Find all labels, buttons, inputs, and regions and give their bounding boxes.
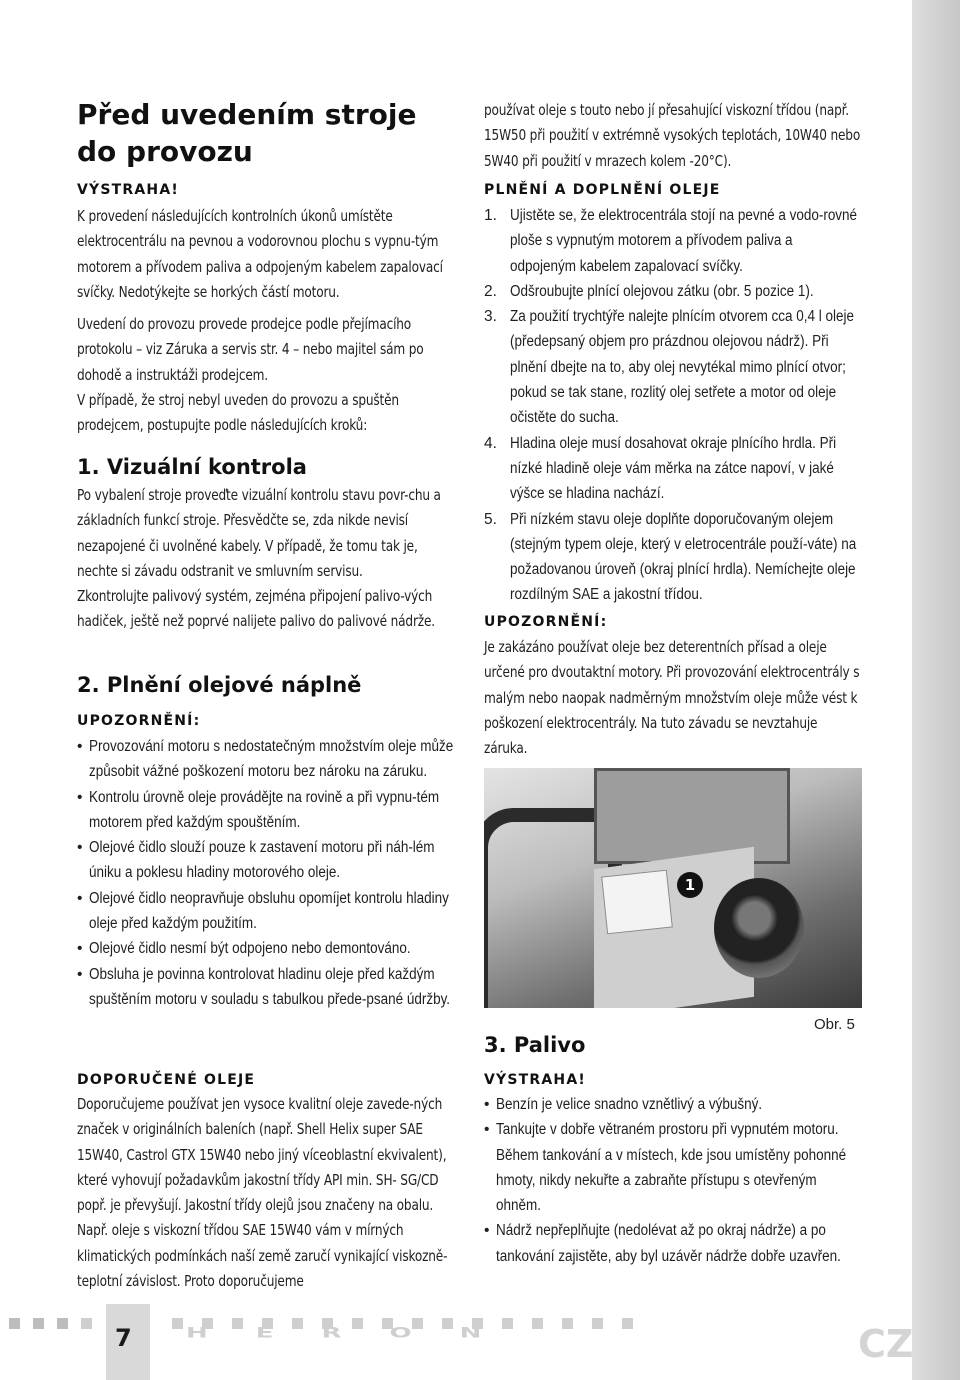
section-2-notice-heading: UPOZORNĚNÍ:	[77, 713, 201, 729]
section-2-title: 2. Plnění olejové náplně	[77, 673, 362, 697]
list-item: • Olejové čidlo slouží pouze k zastavení motoru při náh-lém úniku a poklesu hladiny motorového oleje.	[77, 839, 435, 882]
list-item: 4. Hladina oleje musí dosahovat okraje plnícího hrdla. Při nízké hladině oleje vám měrka na zátce napoví, v jaké výšce se hladina nachází.	[484, 434, 837, 503]
section-1-paragraph-1: Po vybalení stroje proveďte vizuální kontrolu stavu povr-chu a základních funkcí stroje. Přesvědčte se, zda nikde nevisí nezapojené či uvolněné kabely. V případě, že tomu tak je, nechte si závadu odstranit ve smluvním servisu.	[77, 486, 441, 580]
figure-caption: Obr. 5	[814, 1016, 855, 1033]
list-item: • Olejové čidlo neopravňuje obsluhu opomíjet kontrolu hladiny oleje před každým použitím.	[77, 889, 449, 933]
notice-heading: UPOZORNĚNÍ:	[484, 614, 608, 630]
section-3-bullet-list	[484, 1092, 860, 1269]
list-item: 5. Při nízkém stavu oleje doplňte doporučovaným olejem (stejným typem oleje, který v eletrocentrále použí-váte) na požadovanou úroveň (okraj plnící hrdla). Nemíchejte oleje rozdílným SAE a jakostní třídou.	[484, 510, 857, 604]
language-code: CZ	[858, 1322, 914, 1366]
section-2-bullet-list	[77, 734, 457, 1012]
section-1-paragraph-2: Zkontrolujte palivový systém, zejména připojení palivo-vých hadiček, ještě než poprvé nalijete palivo do palivové nádrže.	[77, 587, 435, 631]
list-item: 2. Odšroubujte plnící olejovou zátku (obr. 5 pozice 1).	[484, 282, 814, 300]
page-number: 7	[115, 1324, 132, 1352]
control-panel	[594, 768, 790, 864]
list-item: • Benzín je velice snadno vznětlivý a výbušný.	[484, 1096, 763, 1113]
warning-heading: VÝSTRAHA!	[77, 182, 179, 198]
list-item: • Obsluha je povinna kontrolovat hladinu oleje před každým spuštěním motoru v souladu s tabulkou přede-psané údržby.	[77, 965, 451, 1008]
section-1-title: 1. Vizuální kontrola	[77, 455, 307, 479]
warning-text: K provedení následujících kontrolních úkonů umístěte elektrocentrálu na pevnou a vodorovnou plochu s vypnu-tým motorem a přívodem paliva a odpojeným kabelem zapalovací svíčky. Nedotýkejte se horkých částí motoru.	[77, 207, 443, 301]
section-3-warning-heading: VÝSTRAHA!	[484, 1072, 586, 1088]
oil-filler-cap	[714, 878, 804, 978]
brand-logo: HERON	[186, 1325, 530, 1342]
section-3-title: 3. Palivo	[484, 1033, 586, 1057]
position-marker: 1	[677, 872, 703, 898]
notice-text: Je zakázáno používat oleje bez deterentních přísad a oleje určené pro dvoutaktní motory. Při provozování elektrocentrály s malým nebo naopak nadměrným množstvím oleje může vést k poškození elektrocentrály. Na tuto závadu se nevztahuje záruka.	[484, 638, 860, 758]
side-grey-strip	[912, 0, 960, 1380]
recommended-oils-heading: DOPORUČENÉ OLEJE	[77, 1072, 256, 1088]
list-item: 1. Ujistěte se, že elektrocentrála stojí na pevné a vodo-rovné ploše s vypnutým motorem a přívodem paliva a odpojeným kabelem zapalovací svíčky.	[484, 207, 858, 275]
list-item: • Tankujte v dobře větraném prostoru při vypnutém motoru. Během tankování a v místech, kde jsou umístěny pohonné hmoty, nikdy nekuřte a zabraňte přístupu s otevřeným ohněm.	[484, 1121, 847, 1215]
generator-oil-cap-photo	[484, 768, 862, 1008]
list-item: • Nádrž nepřeplňujte (nedolévat až po okraj nádrže) a po tankování zajistěte, aby byl uzávěr nádrže dobře uzavřen.	[484, 1222, 841, 1265]
list-item: • Olejové čidlo nesmí být odpojeno nebo demontováno.	[77, 940, 411, 958]
intro-paragraph-1: Uvedení do provozu provede prodejce podle přejímacího protokolu – viz Záruka a servis str. 4 – nebo majitel sám po dohodě a instruktáži prodejcem.	[77, 315, 424, 384]
list-item: • Provozování motoru s nedostatečným množstvím oleje může způsobit vážné poškození motoru bez nároku na záruku.	[77, 738, 454, 781]
recommended-oils-text: Doporučujeme používat jen vysoce kvalitní oleje zavede-ných značek v originálních baleních (např. Shell Helix super SAE 15W40, Castrol GTX 15W40 nebo jiný víceoblastní ekvivalent), které vyhovují požadavkům jakostní třídy API min. SH- SG/CD popř. je převyšují. Jakostní třídy olejů jsou značeny na obalu. Např. oleje s viskozní třídou SAE 15W40 vám v mírných klimatických podmínkách naší země zaručí vynikající viskozně-teplotní závislost. Proto doporučujeme	[77, 1095, 448, 1291]
oil-continuation-text: používat oleje s touto nebo jí přesahující viskozní třídou (např. 15W50 při použití v extrémně vysokých teplotách, 10W40 nebo 5W40 při použití v mrazech kolem -20°C).	[484, 101, 861, 170]
oil-filling-steps	[484, 203, 860, 608]
list-item: 3. Za použití trychtýře nalejte plnícím otvorem cca 0,4 l oleje (předepsaný objem pro prázdnou olejovou nádrž). Při plnění dbejte na to, aby olej nevytékal mimo plnící otvor; pokud se tak stane, rozlitý olej setřete a motor od oleje očistěte do sucha.	[484, 308, 855, 427]
list-item: • Kontrolu úrovně oleje provádějte na rovině a při vypnu-tém motorem před každým spouštěním.	[77, 788, 440, 831]
oil-filling-heading: PLNĚNÍ A DOPLNĚNÍ OLEJE	[484, 182, 721, 198]
intro-paragraph-2: V případě, že stroj nebyl uveden do provozu a spuštěn prodejcem, postupujte podle následujících kroků:	[77, 391, 399, 435]
page-title: Před uvedením stroje do provozu	[77, 98, 417, 168]
warning-sticker	[601, 870, 673, 935]
